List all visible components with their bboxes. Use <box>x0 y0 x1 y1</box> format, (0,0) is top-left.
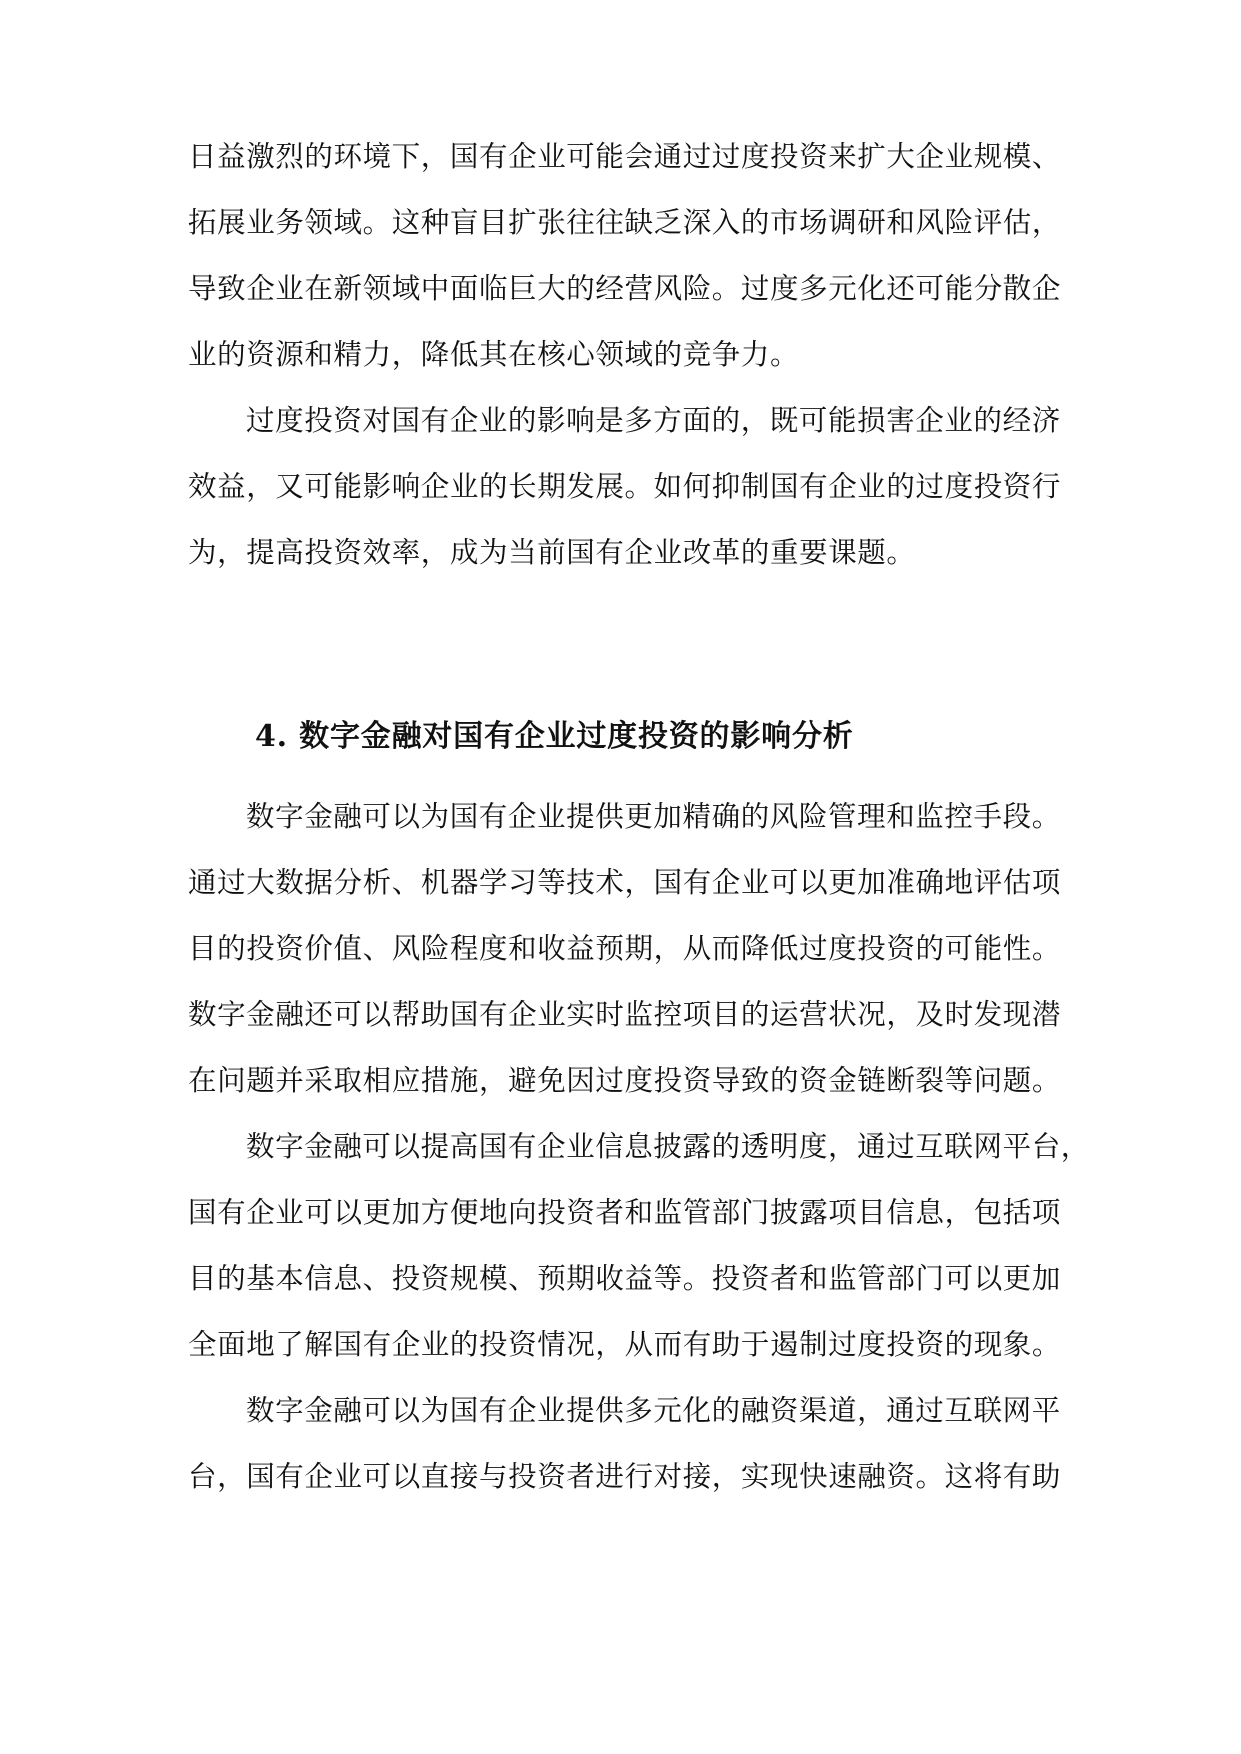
paragraph-2-line-2: 效益，又可能影响企业的长期发展。如何抑制国有企业的过度投资行 <box>188 470 1062 503</box>
section-heading: 4. 数字金融对国有企业过度投资的影响分析 <box>255 719 854 754</box>
section-paragraph-3-line-2: 台，国有企业可以直接与投资者进行对接，实现快速融资。这将有助 <box>188 1460 1062 1493</box>
paragraph-1-line-4: 业的资源和精力，降低其在核心领域的竞争力。 <box>188 338 800 371</box>
paragraph-1-line-2: 拓展业务领域。这种盲目扩张往往缺乏深入的市场调研和风险评估， <box>188 206 1062 239</box>
section-paragraph-2-line-2: 国有企业可以更加方便地向投资者和监管部门披露项目信息，包括项 <box>188 1196 1062 1229</box>
section-paragraph-1-line-1: 数字金融可以为国有企业提供更加精确的风险管理和监控手段。 <box>246 800 1061 833</box>
section-paragraph-2-line-3: 目的基本信息、投资规模、预期收益等。投资者和监管部门可以更加 <box>188 1262 1062 1295</box>
section-paragraph-3-line-1: 数字金融可以为国有企业提供多元化的融资渠道，通过互联网平 <box>246 1394 1061 1427</box>
paragraph-1-line-1: 日益激烈的环境下，国有企业可能会通过过度投资来扩大企业规模、 <box>188 140 1062 173</box>
section-paragraph-1-line-2: 通过大数据分析、机器学习等技术，国有企业可以更加准确地评估项 <box>188 866 1062 899</box>
paragraph-2-line-1: 过度投资对国有企业的影响是多方面的，既可能损害企业的经济 <box>246 404 1061 437</box>
section-paragraph-2-line-1: 数字金融可以提高国有企业信息披露的透明度，通过互联网平台， <box>246 1130 1090 1163</box>
paragraph-1-line-3: 导致企业在新领域中面临巨大的经营风险。过度多元化还可能分散企 <box>188 272 1062 305</box>
paragraph-2-line-3: 为，提高投资效率，成为当前国有企业改革的重要课题。 <box>188 536 916 569</box>
section-paragraph-1-line-4: 数字金融还可以帮助国有企业实时监控项目的运营状况，及时发现潜 <box>188 998 1062 1031</box>
section-paragraph-1-line-3: 目的投资价值、风险程度和收益预期，从而降低过度投资的可能性。 <box>188 932 1062 965</box>
section-paragraph-2-line-4: 全面地了解国有企业的投资情况，从而有助于遏制过度投资的现象。 <box>188 1328 1062 1361</box>
section-paragraph-1-line-5: 在问题并采取相应措施，避免因过度投资导致的资金链断裂等问题。 <box>188 1064 1062 1097</box>
